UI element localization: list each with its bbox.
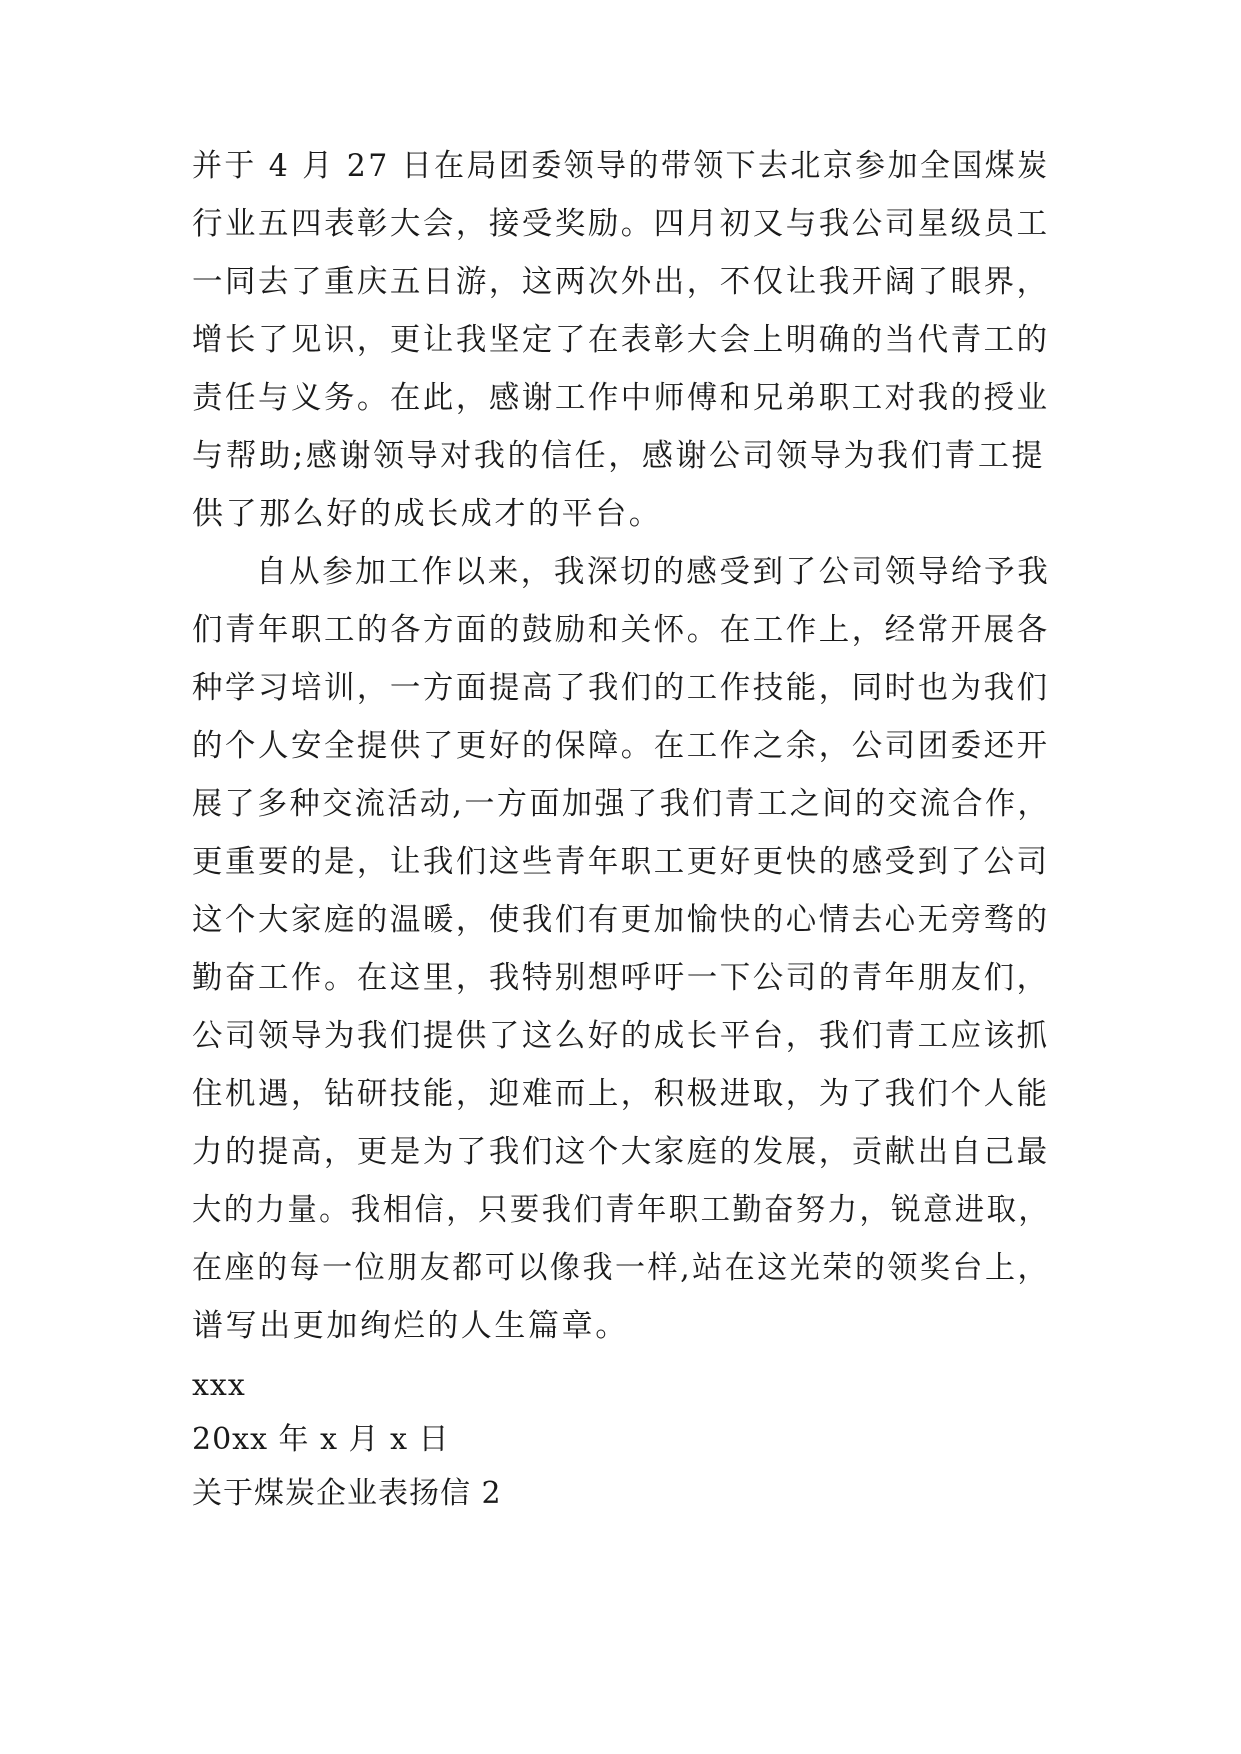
paragraph2-line-5: 展了多种交流活动,一方面加强了我们青工之间的交流合作， xyxy=(192,786,1051,822)
paragraph2-line-12: 大的力量。我相信，只要我们青年职工勤奋努力，锐意进取， xyxy=(192,1192,1051,1228)
paragraph2-line-3: 种学习培训，一方面提高了我们的工作技能，同时也为我们 xyxy=(192,670,1050,706)
paragraph2-line-11: 力的提高，更是为了我们这个大家庭的发展，贡献出自己最 xyxy=(192,1134,1050,1170)
paragraph2-line-9: 公司领导为我们提供了这么好的成长平台，我们青工应该抓 xyxy=(192,1018,1050,1054)
paragraph1-line-3: 一同去了重庆五日游，这两次外出，不仅让我开阔了眼界， xyxy=(192,264,1050,300)
date: 20xx 年 x 月 x 日 xyxy=(192,1422,450,1457)
paragraph1-line-2: 行业五四表彰大会，接受奖励。四月初又与我公司星级员工 xyxy=(192,206,1050,242)
paragraph2-line-4: 的个人安全提供了更好的保障。在工作之余，公司团委还开 xyxy=(192,728,1050,764)
paragraph1-line-5: 责任与义务。在此，感谢工作中师傅和兄弟职工对我的授业 xyxy=(192,380,1050,416)
paragraph1-line-7: 供了那么好的成长成才的平台。 xyxy=(192,496,663,532)
next-letter-heading: 关于煤炭企业表扬信 2 xyxy=(192,1476,502,1511)
paragraph1-line-1: 并于 4 月 27 日在局团委领导的带领下去北京参加全国煤炭 xyxy=(192,148,1050,184)
paragraph1-line-4: 增长了见识，更让我坚定了在表彰大会上明确的当代青工的 xyxy=(192,322,1050,358)
paragraph2-line-1: 自从参加工作以来，我深切的感受到了公司领导给予我 xyxy=(256,554,1051,590)
paragraph1-line-6: 与帮助;感谢领导对我的信任，感谢公司领导为我们青工提 xyxy=(192,438,1046,474)
paragraph2-line-2: 们青年职工的各方面的鼓励和关怀。在工作上，经常开展各 xyxy=(192,612,1050,648)
paragraph2-line-6: 更重要的是，让我们这些青年职工更好更快的感受到了公司 xyxy=(192,844,1050,880)
paragraph2-line-8: 勤奋工作。在这里，我特别想呼吁一下公司的青年朋友们， xyxy=(192,960,1050,996)
signature: xxx xyxy=(192,1368,246,1403)
paragraph2-line-10: 住机遇，钻研技能，迎难而上，积极进取，为了我们个人能 xyxy=(192,1076,1050,1112)
paragraph2-line-13: 在座的每一位朋友都可以像我一样,站在这光荣的领奖台上， xyxy=(192,1250,1051,1286)
paragraph2-line-7: 这个大家庭的温暖，使我们有更加愉快的心情去心无旁骛的 xyxy=(192,902,1050,938)
paragraph2-line-14: 谱写出更加绚烂的人生篇章。 xyxy=(192,1308,629,1344)
